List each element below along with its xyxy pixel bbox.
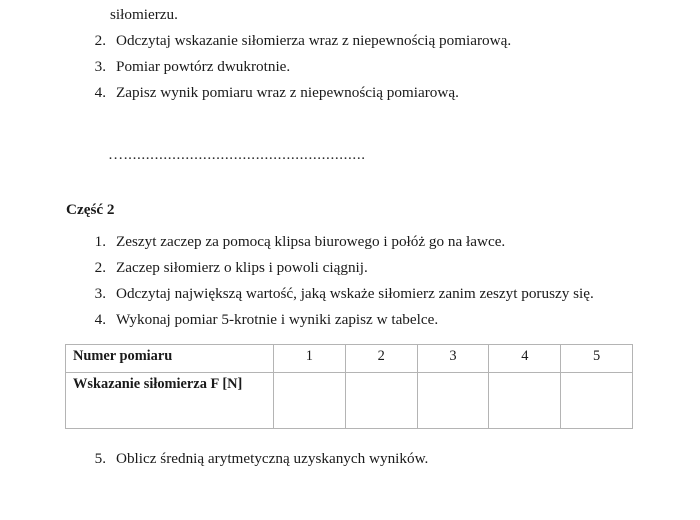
- list-item-number: 4.: [94, 311, 106, 328]
- list-item-number: 5.: [94, 450, 106, 467]
- column-header-2: 2: [345, 345, 417, 373]
- column-header-1: 1: [274, 345, 346, 373]
- column-header-4: 4: [489, 345, 561, 373]
- list-item-text: Wykonaj pomiar 5-krotnie i wyniki zapisz w tabelce.: [116, 311, 439, 328]
- force-value-cell-1[interactable]: [274, 373, 346, 429]
- list-item-text: Zeszyt zaczep za pomocą klipsa biurowego i połóż go na ławce.: [116, 233, 506, 250]
- list-item-number: 3.: [94, 58, 106, 75]
- list-item: [66, 281, 666, 307]
- list-item-number: 2.: [94, 259, 106, 276]
- row-header-measurement-number: Numer pomiaru: [66, 345, 274, 373]
- continuation-line: siłomierzu.: [110, 6, 178, 23]
- force-value-cell-4[interactable]: [489, 373, 561, 429]
- list-item: [66, 307, 666, 333]
- answer-dotted-line: ….......................................................: [108, 146, 366, 163]
- list-item-text: Zapisz wynik pomiaru wraz z niepewnością pomiarową.: [116, 84, 459, 101]
- list-item-text: Pomiar powtórz dwukrotnie.: [116, 58, 291, 75]
- list-item-number: 1.: [94, 233, 106, 250]
- list-item: [66, 255, 666, 281]
- part2-final-step: [66, 446, 666, 472]
- list-item-number: 2.: [94, 32, 106, 49]
- row-header-force-reading: Wskazanie siłomierza F [N]: [66, 373, 274, 429]
- part2-step-list: [66, 229, 666, 333]
- table-row: [66, 373, 633, 429]
- force-value-cell-5[interactable]: [561, 373, 633, 429]
- list-item: [66, 80, 666, 106]
- list-item-text: Zaczep siłomierz o klips i powoli ciągnij.: [116, 259, 368, 276]
- list-item: [66, 229, 666, 255]
- list-item-number: 4.: [94, 84, 106, 101]
- force-value-cell-2[interactable]: [345, 373, 417, 429]
- section-heading-part2: Część 2: [66, 201, 115, 218]
- table-row: [66, 345, 633, 373]
- list-item-text: Odczytaj wskazanie siłomierza wraz z niepewnością pomiarową.: [116, 32, 512, 49]
- force-value-cell-3[interactable]: [417, 373, 489, 429]
- list-item-text: Odczytaj największą wartość, jaką wskaże siłomierz zanim zeszyt poruszy się.: [116, 285, 594, 302]
- list-item: [66, 54, 666, 80]
- measurement-table: [65, 344, 633, 429]
- list-item: [66, 28, 666, 54]
- list-item-text: Oblicz średnią arytmetyczną uzyskanych wyników.: [116, 450, 429, 467]
- column-header-5: 5: [561, 345, 633, 373]
- part1-step-list: [66, 28, 666, 106]
- list-item: [66, 446, 666, 472]
- column-header-3: 3: [417, 345, 489, 373]
- list-item-number: 3.: [94, 285, 106, 302]
